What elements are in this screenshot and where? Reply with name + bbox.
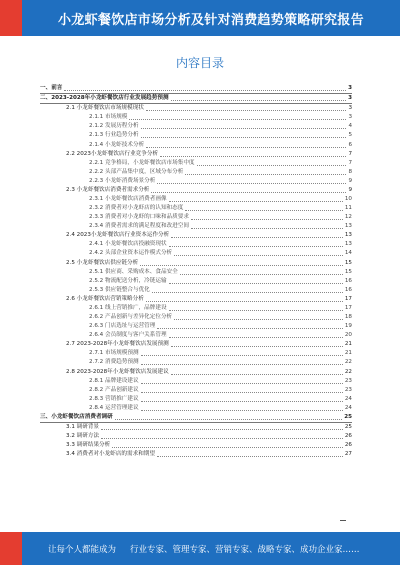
toc-entry[interactable] (40, 177, 352, 186)
toc-entry[interactable] (40, 358, 352, 367)
toc-leader-dots (146, 110, 347, 111)
toc-entry[interactable] (40, 313, 352, 322)
toc-entry-page: 25 (344, 423, 352, 430)
toc-leader-dots (141, 364, 343, 365)
toc-entry-page: 19 (344, 323, 352, 330)
toc-entry[interactable] (40, 168, 352, 177)
toc-entry-page: 21 (344, 350, 352, 357)
toc-entry[interactable] (40, 286, 352, 295)
toc-entry[interactable] (40, 395, 352, 404)
toc-entry-page: 22 (344, 359, 352, 366)
toc-entry[interactable] (40, 186, 352, 195)
toc-leader-dots (171, 346, 343, 347)
toc-entry-page: 21 (344, 341, 352, 348)
toc-entry-page: 10 (344, 196, 352, 203)
footer-slogan: 让每个人都能成为 (48, 545, 117, 555)
toc-entry-page: 13 (344, 241, 352, 248)
toc-entry-page: 7 (348, 150, 352, 157)
toc-leader-dots (151, 192, 346, 193)
toc-entry-label: 2.5.3 供应链整合与优化 (89, 286, 150, 293)
toc-entry-label: 2.8.2 产品创新建议 (89, 386, 139, 393)
table-of-contents (40, 84, 352, 459)
toc-entry-label: 三、小龙虾餐饮店消费者调研 (40, 413, 113, 420)
toc-entry-page: 12 (344, 214, 352, 221)
toc-entry-page: 4 (348, 123, 352, 130)
toc-entry-page: 24 (344, 395, 352, 402)
toc-leader-dots (101, 438, 343, 439)
toc-entry[interactable] (40, 240, 352, 249)
toc-leader-dots (141, 410, 343, 411)
toc-entry[interactable] (40, 331, 352, 340)
toc-leader-dots (185, 210, 343, 211)
toc-entry-page: 17 (344, 304, 352, 311)
toc-entry-label: 2.8 2023-2028年小龙虾餐饮店发展建议 (66, 368, 169, 375)
toc-entry-label: 3.4 消费者对小龙虾店的需求和期望 (66, 451, 155, 458)
toc-entry-label: 2.6 小龙虾餐饮店营销策略分析 (66, 295, 144, 302)
toc-entry-label: 2.7 2023-2028年小龙虾餐饮店发展预测 (66, 341, 169, 348)
toc-leader-dots (191, 219, 343, 220)
toc-leader-dots (197, 165, 347, 166)
toc-entry[interactable] (40, 367, 352, 376)
toc-entry[interactable] (40, 150, 352, 159)
toc-entry-page: 8 (348, 168, 352, 175)
toc-leader-dots (141, 392, 343, 393)
toc-leader-dots (185, 174, 346, 175)
toc-entry-label: 3.2 调研方法 (66, 433, 100, 440)
toc-entry[interactable] (40, 84, 352, 94)
toc-entry[interactable] (40, 340, 352, 349)
toc-entry-label: 2.2.2 头部产品集中度，区域分布分析 (89, 168, 184, 175)
toc-entry-label: 一、前言 (40, 85, 63, 92)
toc-leader-dots (171, 237, 343, 238)
toc-entry-label: 2.5 小龙虾餐饮店供应链分析 (66, 259, 139, 266)
toc-entry-page: 25 (344, 413, 352, 420)
toc-entry-page: 7 (348, 159, 352, 166)
toc-leader-dots (146, 301, 343, 302)
toc-entry-label: 2.6.2 产品创新与差异化定位分析 (89, 314, 173, 321)
report-footer (0, 532, 400, 565)
toc-leader-dots (129, 119, 346, 120)
report-title: 小龙虾餐饮店市场分析及针对消费趋势策略研究报告 (58, 13, 364, 28)
toc-entry[interactable] (40, 258, 352, 267)
toc-entry[interactable] (40, 450, 352, 459)
toc-entry-page: 6 (348, 141, 352, 148)
toc-entry-label: 2.1.3 行业趋势分析 (89, 132, 139, 139)
toc-entry-page: 14 (344, 250, 352, 257)
toc-entry[interactable] (40, 159, 352, 168)
toc-entry[interactable] (40, 268, 352, 277)
toc-leader-dots (141, 128, 347, 129)
toc-leader-dots (169, 337, 343, 338)
toc-leader-dots (174, 255, 343, 256)
page-marker (340, 520, 346, 521)
toc-entry[interactable] (40, 404, 352, 413)
toc-entry-label: 2.6.3 门店选址与运营管理 (89, 323, 156, 330)
toc-entry[interactable] (40, 113, 352, 122)
toc-entry-label: 2.2.3 小龙虾消费场景分析 (89, 177, 156, 184)
toc-entry[interactable] (40, 304, 352, 313)
toc-leader-dots (140, 265, 343, 266)
toc-leader-dots (169, 283, 343, 284)
toc-entry-page: 26 (344, 433, 352, 440)
toc-entry-label: 2.4 2023小龙虾餐饮店行业资本运作分析 (66, 232, 170, 239)
toc-entry-page: 13 (344, 232, 352, 239)
toc-entry[interactable] (40, 413, 352, 423)
toc-entry-label: 3.1 调研背景 (66, 423, 100, 430)
toc-entry-label: 二、2023-2028年小龙虾餐饮店行业发展趋势预测 (40, 95, 169, 102)
toc-entry-page: 15 (344, 268, 352, 275)
toc-leader-dots (101, 429, 343, 430)
toc-leader-dots (157, 456, 343, 457)
toc-leader-dots (141, 355, 343, 356)
toc-leader-dots (141, 137, 347, 138)
toc-entry-page: 17 (344, 295, 352, 302)
toc-entry-label: 2.8.1 品牌建设建议 (89, 377, 139, 384)
toc-leader-dots (157, 183, 346, 184)
toc-entry-page: 3 (348, 105, 352, 112)
toc-entry-page: 20 (344, 332, 352, 339)
toc-entry-page: 16 (344, 286, 352, 293)
toc-entry-page: 9 (348, 186, 352, 193)
toc-leader-dots (141, 383, 343, 384)
toc-entry-label: 2.7.2 消费趋势预测 (89, 359, 139, 366)
footer-tags: 行业专家、管理专家、营销专家、战略专家、成功企业家…… (130, 545, 360, 555)
toc-entry-label: 2.6.1 线上营销推广，品牌建设 (89, 304, 167, 311)
toc-entry-page: 27 (344, 451, 352, 458)
toc-entry[interactable] (40, 122, 352, 131)
toc-entry-page: 11 (344, 205, 352, 212)
toc-entry[interactable] (40, 386, 352, 395)
toc-entry-page: 3 (348, 85, 352, 92)
toc-leader-dots (152, 292, 343, 293)
toc-entry-label: 2.3.3 消费者对小龙虾的口味和品质要求 (89, 214, 189, 221)
toc-entry-page: 5 (348, 132, 352, 139)
toc-entry-label: 2.4.2 头部企业资本运作模式分析 (89, 250, 173, 257)
toc-entry[interactable] (40, 204, 352, 213)
toc-entry-page: 3 (348, 114, 352, 121)
toc-entry-page: 18 (344, 314, 352, 321)
toc-entry-label: 2.8.3 营销推广建议 (89, 395, 139, 402)
toc-entry-label: 2.3 小龙虾餐饮店消费者需求分析 (66, 186, 150, 193)
toc-entry[interactable] (40, 322, 352, 331)
toc-leader-dots (180, 274, 343, 275)
toc-entry-label: 2.7.1 市场规模预测 (89, 350, 139, 357)
toc-entry-label: 2.3.1 小龙虾餐饮店消费者画像 (89, 196, 167, 203)
toc-entry[interactable] (40, 432, 352, 441)
toc-entry-label: 2.2.1 竞争格局，小龙虾餐饮店市场集中度 (89, 159, 195, 166)
toc-leader-dots (191, 228, 343, 229)
toc-leader-dots (169, 310, 343, 311)
toc-entry-label: 2.4.1 小龙虾餐饮店投融资现状 (89, 241, 167, 248)
report-header (0, 0, 400, 36)
toc-entry-label: 2.1.1 市场规模 (89, 114, 128, 121)
toc-leader-dots (174, 319, 343, 320)
toc-entry[interactable] (40, 249, 352, 258)
toc-entry[interactable] (40, 195, 352, 204)
toc-leader-dots (141, 401, 343, 402)
toc-entry[interactable] (40, 377, 352, 386)
toc-entry-label: 2.3.2 消费者对小龙虾店的认知和态度 (89, 205, 184, 212)
header-accent-stripe (0, 0, 22, 36)
toc-entry[interactable] (40, 441, 352, 450)
toc-leader-dots (160, 156, 346, 157)
toc-entry-page: 26 (344, 442, 352, 449)
toc-leader-dots (171, 100, 347, 101)
toc-leader-dots (169, 201, 343, 202)
toc-entry[interactable] (40, 131, 352, 140)
toc-leader-dots (169, 246, 343, 247)
toc-entry-label: 2.5.2 物流配送分析，冷链运输 (89, 277, 167, 284)
toc-entry-page: 22 (344, 368, 352, 375)
toc-entry-label: 3.3 调研结果分析 (66, 442, 111, 449)
toc-entry-label: 2.8.4 运营管理建议 (89, 404, 139, 411)
toc-entry-label: 2.6.4 会员制度与客户关系管理 (89, 332, 167, 339)
toc-leader-dots (157, 328, 343, 329)
toc-entry-label: 2.3.4 消费者需求的满足程度和改进空间 (89, 223, 189, 230)
toc-entry[interactable] (40, 104, 352, 113)
toc-entry-page: 13 (344, 223, 352, 230)
toc-title: 内容目录 (175, 56, 224, 70)
toc-entry[interactable] (40, 213, 352, 222)
toc-entry-label: 2.1.2 发展历程分析 (89, 123, 139, 130)
toc-entry-label: 2.1.4 小龙虾技术分析 (89, 141, 145, 148)
footer-accent-stripe (0, 532, 22, 565)
toc-leader-dots (115, 419, 342, 420)
toc-leader-dots (64, 90, 346, 91)
toc-entry-page: 3 (348, 95, 352, 102)
toc-entry-page: 23 (344, 377, 352, 384)
toc-entry[interactable] (40, 94, 352, 104)
toc-leader-dots (171, 374, 343, 375)
toc-entry[interactable] (40, 423, 352, 432)
toc-entry[interactable] (40, 222, 352, 231)
toc-entry[interactable] (40, 295, 352, 304)
toc-entry[interactable] (40, 349, 352, 358)
toc-entry-page: 23 (344, 386, 352, 393)
toc-entry-page: 16 (344, 277, 352, 284)
toc-entry-label: 2.1 小龙虾餐饮店市场规模现状 (66, 105, 144, 112)
toc-entry-page: 15 (344, 259, 352, 266)
toc-entry-label: 2.5.1 供应商、采购成本、食品安全 (89, 268, 178, 275)
toc-entry[interactable] (40, 231, 352, 240)
toc-entry[interactable] (40, 140, 352, 149)
toc-entry-page: 9 (348, 177, 352, 184)
toc-entry-label: 2.2 2023小龙虾餐饮店行业竞争分析 (66, 150, 159, 157)
toc-leader-dots (112, 447, 343, 448)
toc-entry[interactable] (40, 277, 352, 286)
toc-entry-page: 24 (344, 404, 352, 411)
toc-leader-dots (146, 147, 346, 148)
